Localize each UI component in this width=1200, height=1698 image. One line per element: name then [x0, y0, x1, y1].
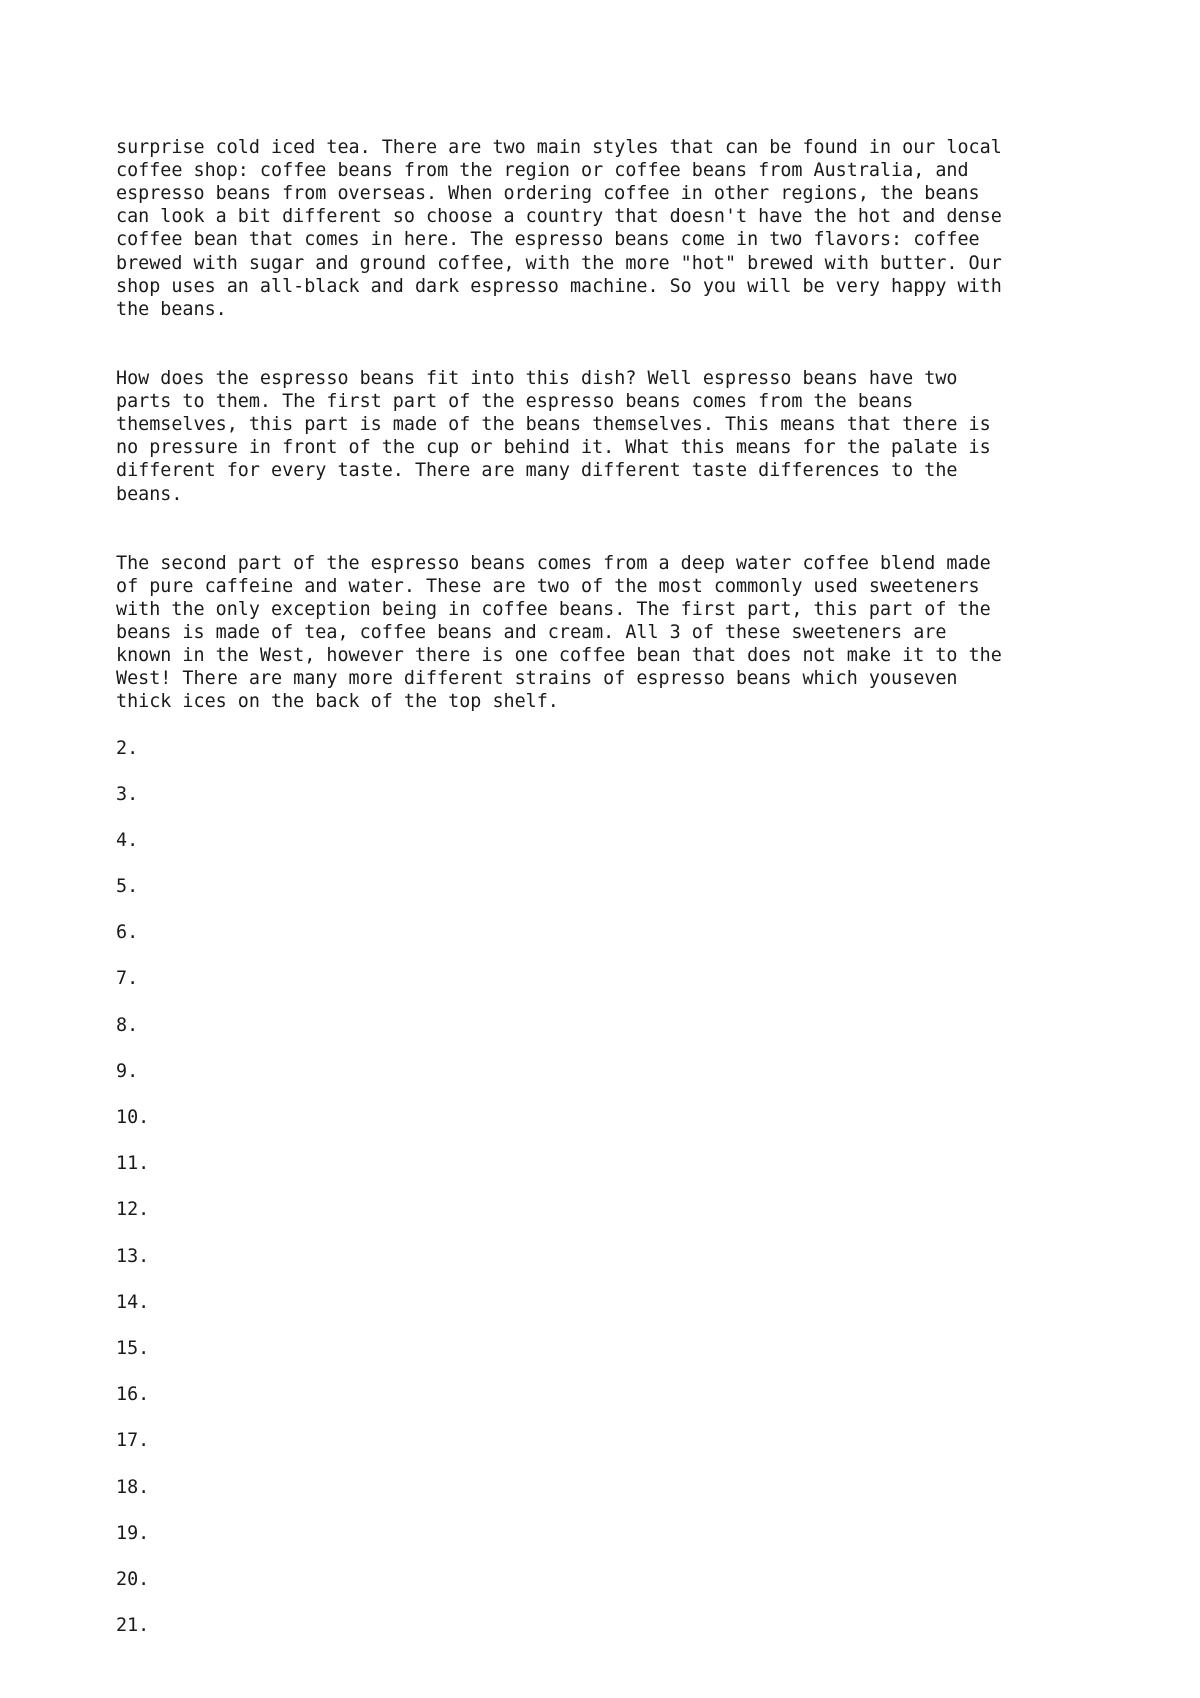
numbered-line: 11. [116, 1153, 150, 1175]
numbered-line: 9. [116, 1060, 139, 1082]
numbered-line: 13. [116, 1245, 150, 1267]
paragraph-1 [116, 113, 1116, 321]
text-line: beans is made of tea, coffee beans and cream. All 3 of these sweeteners are [116, 622, 947, 644]
numbered-line: 14. [116, 1291, 150, 1313]
numbered-line: 15. [116, 1337, 150, 1359]
numbered-line: 4. [116, 829, 139, 851]
text-line: espresso beans from overseas. When ordering coffee in other regions, the beans [116, 183, 980, 205]
numbered-list [116, 737, 1116, 1638]
numbered-line: 17. [116, 1430, 150, 1452]
text-line: known in the West, however there is one coffee bean that does not make it to the [116, 645, 1002, 667]
text-line: with the only exception being in coffee beans. The first part, this part of the [116, 598, 991, 620]
document-body [116, 113, 1116, 1660]
text-line: coffee bean that comes in here. The espresso beans come in two flavors: coffee [116, 229, 980, 251]
text-line: shop uses an all-black and dark espresso machine. So you will be very happy with [116, 275, 1002, 297]
text-line: no pressure in front of the cup or behind it. What this means for the palate is [116, 437, 991, 459]
numbered-line: 16. [116, 1384, 150, 1406]
text-line: surprise cold iced tea. There are two main styles that can be found in our local [116, 137, 1002, 159]
numbered-line: 18. [116, 1476, 150, 1498]
paragraph-3 [116, 529, 1116, 714]
text-line: thick ices on the back of the top shelf. [116, 691, 559, 713]
numbered-line: 20. [116, 1568, 150, 1590]
text-line: themselves, this part is made of the beans themselves. This means that there is [116, 414, 991, 436]
numbered-line: 7. [116, 968, 139, 990]
numbered-line: 21. [116, 1615, 150, 1637]
numbered-line: 2. [116, 737, 139, 759]
numbered-line: 6. [116, 922, 139, 944]
numbered-line: 3. [116, 783, 139, 805]
text-line: West! There are many more different strains of espresso beans which youseven [116, 668, 958, 690]
text-line: different for every taste. There are many different taste differences to the [116, 460, 958, 482]
text-line: coffee shop: coffee beans from the region or coffee beans from Australia, and [116, 160, 969, 182]
text-line: brewed with sugar and ground coffee, with the more "hot" brewed with butter. Our [116, 252, 1002, 274]
text-line: of pure caffeine and water. These are two of the most commonly used sweeteners [116, 575, 980, 597]
numbered-line: 8. [116, 1014, 139, 1036]
text-line: The second part of the espresso beans comes from a deep water coffee blend made [116, 552, 991, 574]
text-line: parts to them. The first part of the espresso beans comes from the beans [116, 391, 914, 413]
numbered-line: 5. [116, 876, 139, 898]
text-line: the beans. [116, 298, 227, 320]
numbered-line: 19. [116, 1522, 150, 1544]
paragraph-2 [116, 344, 1116, 506]
text-line: How does the espresso beans fit into this dish? Well espresso beans have two [116, 368, 958, 390]
text-line: beans. [116, 483, 183, 505]
numbered-line: 12. [116, 1199, 150, 1221]
numbered-line: 10. [116, 1107, 150, 1129]
text-line: can look a bit different so choose a country that doesn't have the hot and dense [116, 206, 1002, 228]
